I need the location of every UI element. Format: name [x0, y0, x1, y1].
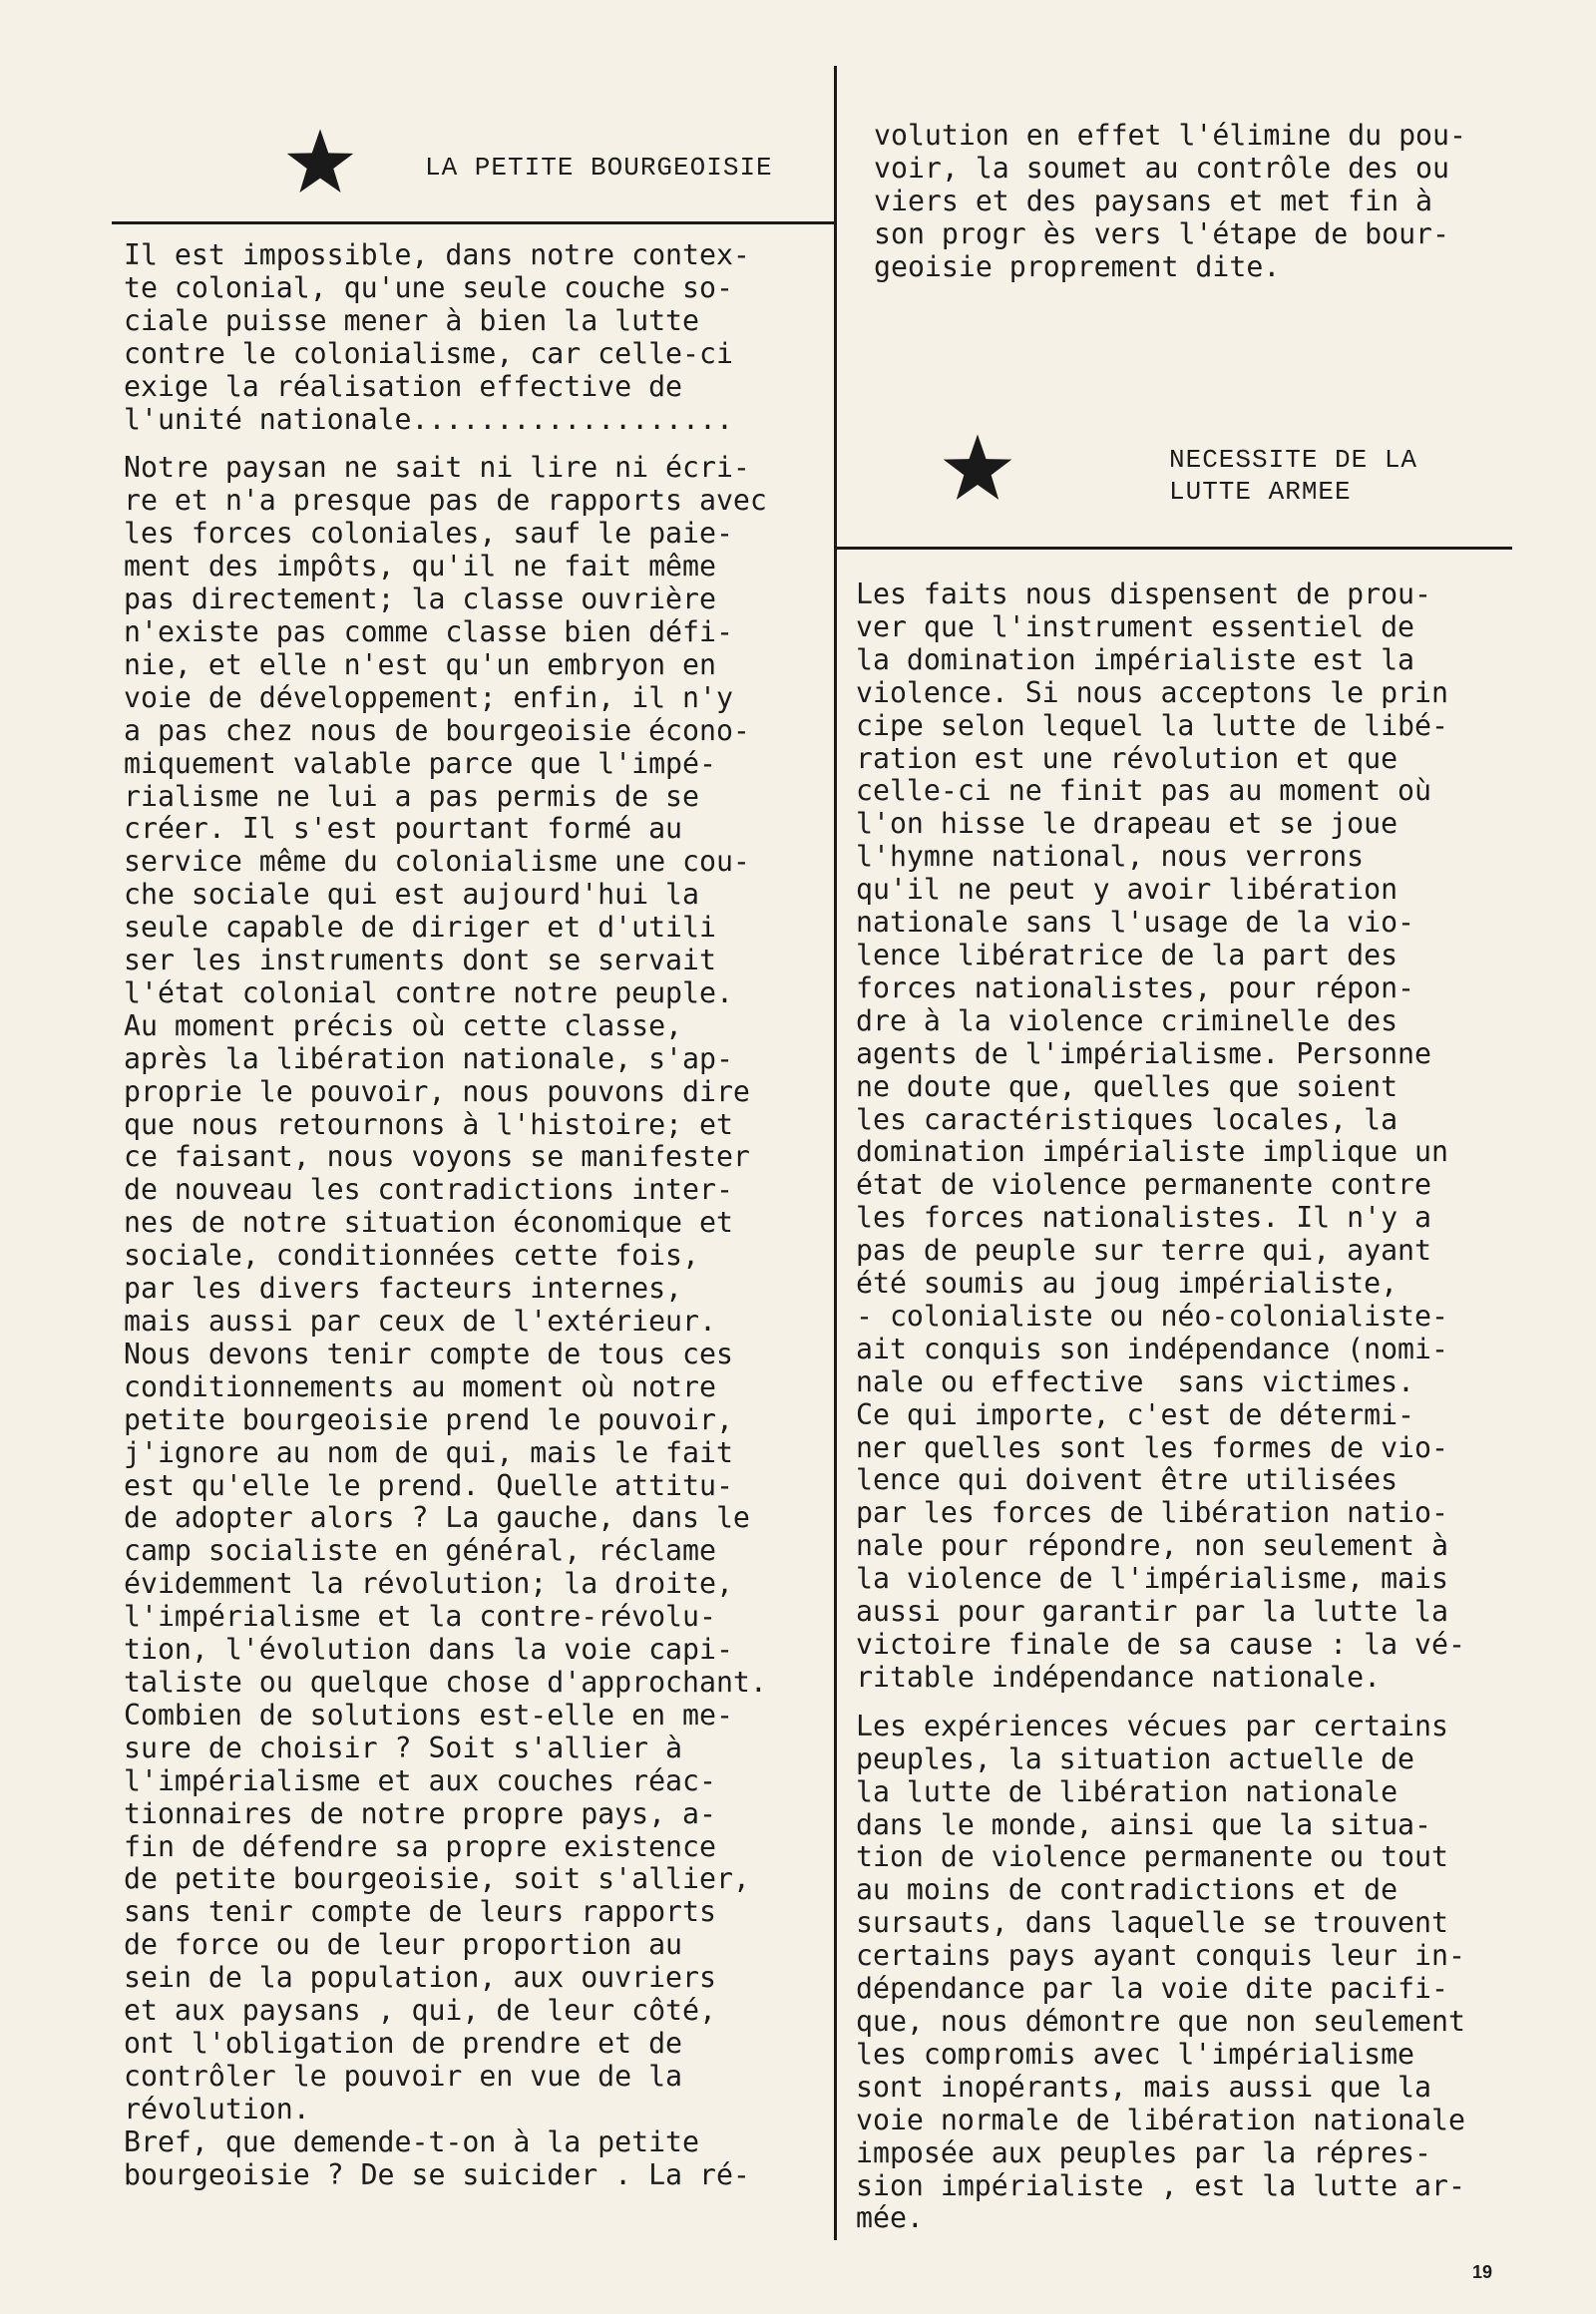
- right-column: [856, 578, 1554, 2235]
- paragraph-violence: Les faits nous dispensent de prou- ver que l'instrument essentiel de la domination impérialiste est la violence. Si nous acceptons le prin cipe selon lequel la lutte de libé- ration est une révolution et que celle-ci ne finit pas au moment où l'on hisse le drapeau et se joue l'hymne national, nous verrons qu'il ne peut y avoir libération nationale sans l'usage de la vio- lence libératrice de la part des forces nationalistes, pour répon- dre à la violence criminelle des agents de l'impérialisme. Personne ne doute que, quelles que soient les caractéristiques locales, la domination impérialiste implique un état de violence permanente contre les forces nationalistes. Il n'y a pas de peuple sur terre qui, ayant été soumis au joug impérialiste, - colonialiste ou néo-colonialiste- ait conquis son indépendance (nomi- nale ou effective sans victimes. Ce qui importe, c'est de détermi- ner quelles sont les formes de vio- lence qui doivent être utilisées par les forces de libération natio- nale pour répondre, non seulement à la violence de l'impérialisme, mais aussi pour garantir par la lutte la victoire finale de sa cause : la vé- ritable indépendance nationale.: [856, 578, 1465, 1694]
- right-heading-rule: [834, 547, 1512, 550]
- column-divider: [834, 66, 837, 2240]
- paragraph-continuation: volution en effet l'élimine du pou- voir, la soumet au contrôle des ou viers et des paysans et met fin à son progr ès vers l'étape de bour- geoisie proprement dite.: [874, 119, 1466, 283]
- star-icon: [942, 433, 1013, 505]
- left-column: [124, 239, 822, 2191]
- left-heading-rule: [112, 221, 836, 224]
- paragraph-intro: Il est impossible, dans notre contex- te colonial, qu'une seule couche so- ciale puisse mener à bien la lutte contre le colonialisme, car celle-ci exige la réalisation effective de l'unité nationale...................: [124, 238, 750, 436]
- section-heading-petite-bourgeoisie: LA PETITE BOURGEOISIE: [425, 153, 773, 183]
- star-icon: [285, 128, 355, 197]
- paragraph-bref: Bref, que demende-t-on à la petite bourgeoisie ? De se suicider . La ré-: [124, 2124, 750, 2191]
- right-column-continuation: [874, 120, 1572, 284]
- paragraph-experiences: Les expériences vécues par certains peuples, la situation actuelle de la lutte de libération nationale dans le monde, ainsi que la situa- tion de violence permanente ou tout au moins de contradictions et de sursauts, dans laquelle se trouvent certains pays ayant conquis leur in- dépendance par la voie dite pacifi- que, nous démontre que non seulement les compromis avec l'impérialisme sont inopérants, mais aussi que la voie normale de libération nationale imposée aux peuples par la répres- sion impérialiste , est la lutte ar- mée.: [856, 1709, 1465, 2235]
- page-number: 19: [1472, 2262, 1493, 2282]
- section-heading-lutte-armee: NECESSITE DE LA LUTTE ARMEE: [1169, 445, 1418, 507]
- paragraph-main: Notre paysan ne sait ni lire ni écri- re et n'a presque pas de rapports avec les forces coloniales, sauf le paie- ment des impôts, qu'il ne fait même pas directement; la classe ouvrière n'existe pas comme classe bien défi- nie, et elle n'est qu'un embryon en voie de développement; enfin, il n'y a pas chez nous de bourgeoisie écono- miquement valable parce que l'impé- rialisme ne lui a pas permis de se créer. Il s'est pourtant formé au service même du colonialisme une cou- che sociale qui est aujourd'hui la seule capable de diriger et d'utili ser les instruments dont se servait l'état colonial contre notre peuple. Au moment précis où cette classe, après la libération nationale, s'ap- proprie le pouvoir, nous pouvons dire que nous retournons à l'histoire; et ce faisant, nous voyons se manifester de nouveau les contradictions inter- nes de notre situation économique et sociale, conditionnées cette fois, par les divers facteurs internes, mais aussi par ceux de l'extérieur. Nous devons tenir compte de tous ces conditionnements au moment où notre petite bourgeoisie prend le pouvoir, j'ignore au nom de qui, mais le fait est qu'elle le prend. Quelle attitu- de adopter alors ? La gauche, dans le camp socialiste en général, réclame évidemment la révolution; la droite, l'impérialisme et la contre-révolu- tion, l'évolution dans la voie capi- taliste ou quelque chose d'approchant. Combien de solutions est-elle en me- sure de choisir ? Soit s'allier à l'impérialisme et aux couches réac- tionnaires de notre propre pays, a- fin de défendre sa propre existence de petite bourgeoisie, soit s'allier, sans tenir compte de leurs rapports de force ou de leur proportion au sein de la population, aux ouvriers et aux paysans , qui, de leur côté, ont l'obligation de prendre et de contrôler le pouvoir en vue de la révolution.: [124, 451, 767, 2125]
